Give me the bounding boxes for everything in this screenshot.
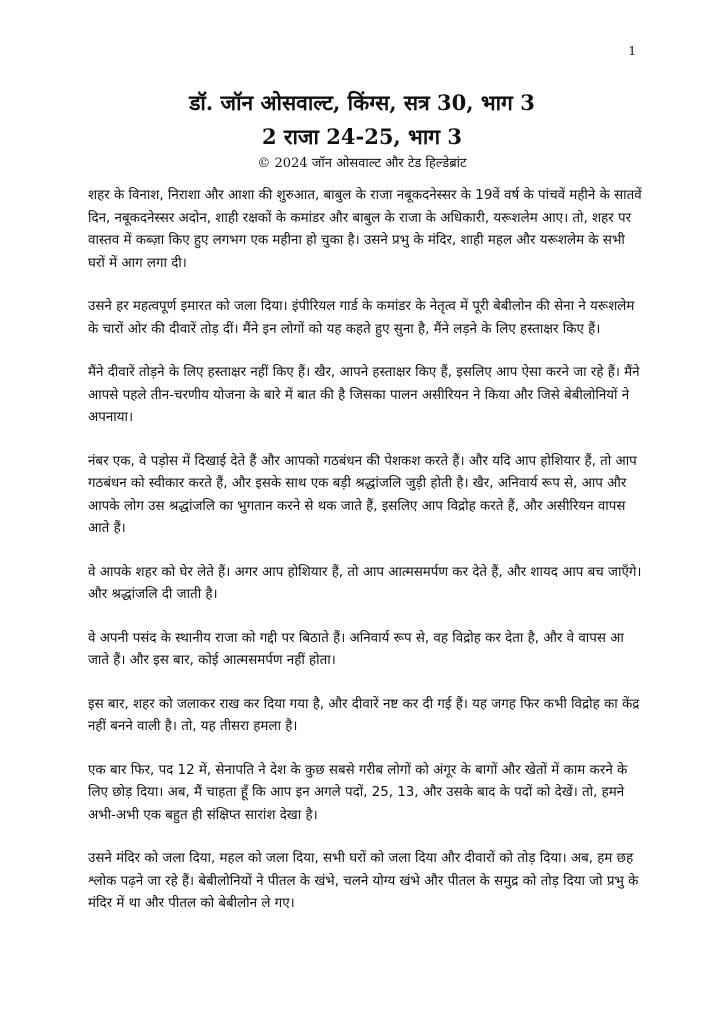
- paragraph-7: इस बार, शहर को जलाकर राख कर दिया गया है, और दीवारें नष्ट कर दी गई हैं। यह जगह फिर कभी विद्रोह का केंद्र नहीं बनने वाली है। तो, यह तीसरा हमला है।: [88, 696, 640, 734]
- body-text: [88, 185, 643, 937]
- paragraph-8: एक बार फिर, पद 12 में, सेनापति ने देश के कुछ सबसे गरीब लोगों को अंगूर के बागों और खेतों में काम करने के लिए छोड़ दिया। अब, मैं चाहता हूँ कि आप इन अगले पदों, 25, 13, और उसके बाद के पदों को देखें। तो, हमने अभी-अभी एक बहुत ही संक्षिप्त सारांश देखा है।: [88, 762, 628, 823]
- copyright-notice: © 2024 जॉन ओसवाल्ट और टेड हिल्डेब्रांट: [257, 156, 467, 171]
- paragraph-1: शहर के विनाश, निराशा और आशा की शुरुआत, बाबुल के राजा नबूकदनेस्सर के 19वें वर्ष के पांचवें महीने के सातवें दिन, नबूकदनेस्सर अदोन, शाही रक्षकों के कमांडर और बाबुल के राजा के अधिकारी, यरूशलेम आए। तो, शहर पर वास्तव में कब्ज़ा किए हुए लगभग एक महीना हो चुका है। उसने प्रभु के मंदिर, शाही महल और यरूशलेम के सभी घरों में आग लगा दी।: [88, 188, 642, 271]
- paragraph-6: वे अपनी पसंद के स्थानीय राजा को गद्दी पर बिठाते हैं। अनिवार्य रूप से, वह विद्रोह कर देता है, और वे वापस आ जाते हैं। और इस बार, कोई आत्मसमर्पण नहीं होता।: [88, 630, 624, 668]
- paragraph-9: उसने मंदिर को जला दिया, महल को जला दिया, सभी घरों को जला दिया और दीवारों को तोड़ दिया। अब, हम छह श्लोक पढ़ने जा रहे हैं। बेबीलोनियों ने पीतल के खंभे, चलने योग्य खंभे और पीतल के समुद्र को तोड़ दिया जो प्रभु के मंदिर में था और पीतल को बेबीलोन ले गए।: [88, 851, 639, 911]
- page-number: 1: [628, 44, 636, 58]
- document-title: डॉ. जॉन ओसवाल्ट, किंग्स, सत्र 30, भाग 3: [189, 90, 535, 115]
- document-subtitle: 2 राजा 24-25, भाग 3: [261, 124, 462, 149]
- paragraph-3: मैंने दीवारें तोड़ने के लिए हस्ताक्षर नहीं किए हैं। खैर, आपने हस्ताक्षर किए हैं, इसलिए आप ऐसा करने जा रहे हैं। मैंने आपसे पहले तीन-चरणीय योजना के बारे में बात की है जिसका पालन असीरियन ने किया और जिसे बेबीलोनियों ने अपनाया।: [88, 365, 640, 425]
- paragraph-5: वे आपके शहर को घेर लेते हैं। अगर आप होशियार हैं, तो आप आत्मसमर्पण कर देते हैं, और शायद आप बच जाएँगे। और श्रद्धांजलि दी जाती है।: [88, 564, 642, 602]
- paragraph-2: उसने हर महत्वपूर्ण इमारत को जला दिया। इंपीरियल गार्ड के कमांडर के नेतृत्व में पूरी बेबीलोन की सेना ने यरूशलेम के चारों ओर की दीवारें तोड़ दीं। मैंने इन लोगों को यह कहते हुए सुना है, मैंने लड़ने के लिए हस्ताक्षर किए हैं।: [88, 299, 635, 337]
- title-block: [0, 86, 724, 174]
- paragraph-4: नंबर एक, वे पड़ोस में दिखाई देते हैं और आपको गठबंधन की पेशकश करते हैं। और यदि आप होशियार हैं, तो आप गठबंधन को स्वीकार करते हैं, और इसके साथ एक बड़ी श्रद्धांजलि जुड़ी होती है। खैर, अनिवार्य रूप से, आप और आपके लोग उस श्रद्धांजलि का भुगतान करने से थक जाते हैं, इसलिए आप विद्रोह करते हैं, और असीरियन वापस आते हैं।: [88, 453, 637, 536]
